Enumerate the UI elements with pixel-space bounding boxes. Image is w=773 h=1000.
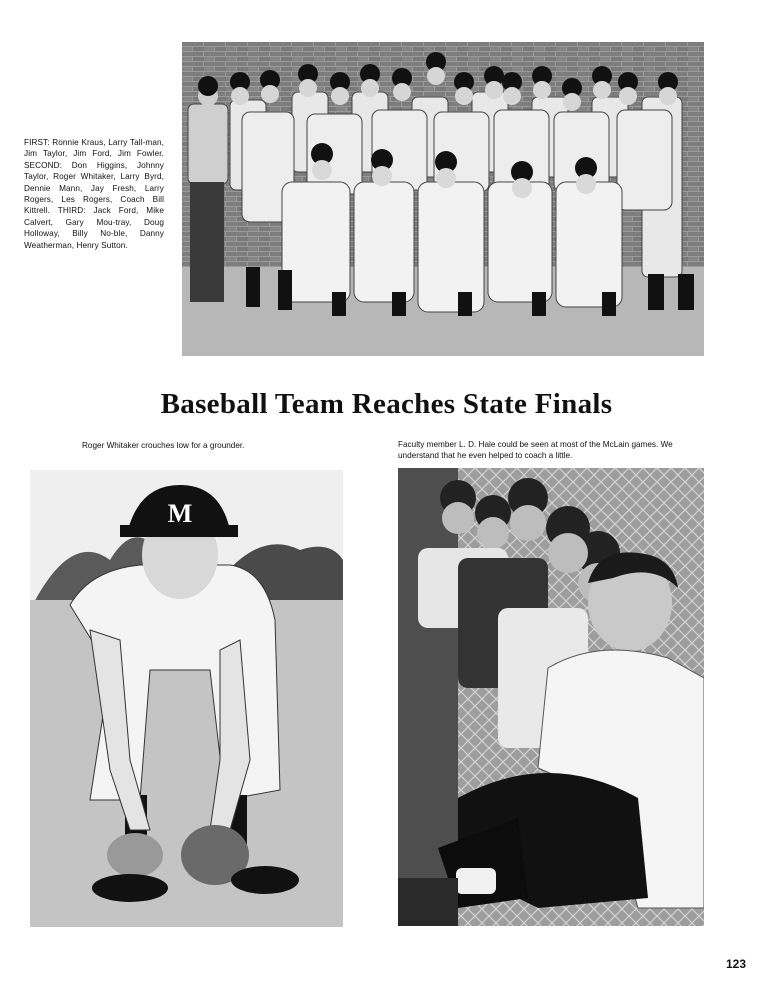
team-photo bbox=[182, 42, 704, 356]
bench-photo bbox=[398, 468, 704, 926]
team-roster-caption: FIRST: Ronnie Kraus, Larry Tall-man, Jim Taylor, Jim Ford, Jim Fowler. SECOND: Don Higgins, Johnny Taylor, Roger Whitaker, Larry Byrd, Dennie Mann, Jay Fresh, Larry Rogers, Les Rogers, Coach Bill Kittrell. THIRD: Jack Ford, Mike Calvert, Gary Mou-tray, Doug Holloway, Billy No-ble, Danny Weatherman, Henry Sutton. bbox=[24, 138, 164, 250]
grounder-photo-image bbox=[30, 470, 343, 927]
bench-photo-image bbox=[398, 468, 704, 926]
team-photo-image bbox=[182, 42, 704, 356]
cap-logo: M bbox=[167, 499, 193, 528]
grounder-photo bbox=[30, 470, 343, 927]
faculty-caption: Faculty member L. D. Hale could be seen at most of the McLain games. We understand that he even helped to coach a little. bbox=[398, 440, 673, 461]
grounder-caption: Roger Whitaker crouches low for a grounder. bbox=[82, 441, 245, 450]
page-number: 123 bbox=[725, 957, 746, 971]
page-headline: Baseball Team Reaches State Finals bbox=[160, 388, 613, 420]
